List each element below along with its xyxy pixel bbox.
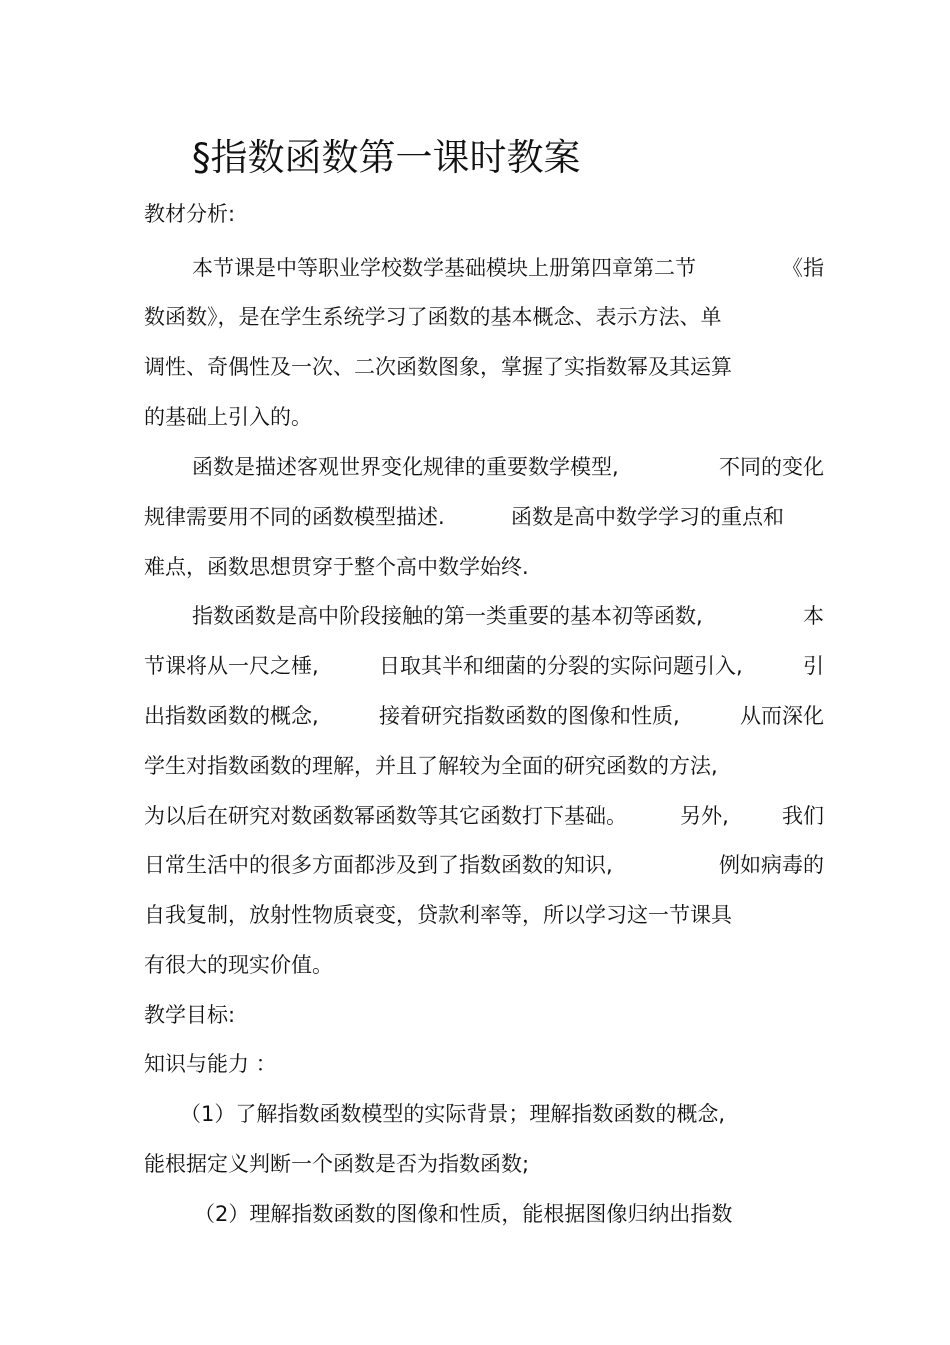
paragraph-1-line-3: 调性、奇偶性及一次、二次函数图象，掌握了实指数幂及其运算: [144, 355, 732, 379]
text-segment: 另外,: [680, 804, 729, 828]
subheading-knowledge-ability: 知识与能力 ：: [144, 1052, 277, 1076]
text-segment: 节课将从一尺之棰,: [144, 654, 319, 678]
text-segment: 指数函数是高中阶段接触的第一类重要的基本初等函数,: [192, 604, 703, 628]
text-segment: 我们: [782, 804, 824, 828]
text-segment: 从而深化: [740, 704, 824, 728]
text-segment: 例如病毒的: [719, 853, 824, 877]
text-segment: 《指: [782, 256, 824, 280]
text-segment: 本节课是中等职业学校数学基础模块上册第四章第二节: [192, 256, 696, 280]
text-segment: 日取其半和细菌的分裂的实际问题引入,: [379, 654, 743, 678]
text-segment: 日常生活中的很多方面都涉及到了指数函数的知识,: [144, 853, 613, 877]
paragraph-3-line-1: [192, 598, 824, 634]
text-segment: 为以后在研究对数函数幂函数等其它函数打下基础。: [144, 804, 627, 828]
paragraph-1-line-4: 的基础上引入的。: [144, 405, 312, 429]
paragraph-2-line-1: [192, 449, 824, 485]
text-segment: 函数是高中数学学习的重点和: [511, 505, 784, 529]
text-segment: 接着研究指数函数的图像和性质,: [379, 704, 680, 728]
text-segment: 本: [803, 604, 824, 628]
section-heading-teaching-goals: 教学目标:: [144, 1003, 236, 1027]
paragraph-2-line-2: [144, 499, 784, 535]
text-segment: 出指数函数的概念,: [144, 704, 319, 728]
goal-item-1-line-2: 能根据定义判断一个函数是否为指数函数;: [144, 1152, 530, 1176]
paragraph-3-line-8: 有很大的现实价值。: [144, 953, 333, 977]
paragraph-3-line-5: [144, 798, 824, 834]
document-title: §指数函数第一课时教案: [192, 136, 581, 179]
text-segment: 引: [803, 654, 824, 678]
text-segment: 规律需要用不同的函数模型描述.: [144, 505, 445, 529]
goal-item-1-line-1: （1）了解指数函数模型的实际背景；理解指数函数的概念,: [180, 1102, 726, 1126]
paragraph-3-line-2: [144, 648, 824, 684]
paragraph-1-line-2: 数函数》，是在学生系统学习了函数的基本概念、表示方法、单: [144, 305, 722, 329]
goal-item-2-line-1: （2）理解指数函数的图像和性质，能根据图像归纳出指数: [194, 1202, 733, 1226]
paragraph-3-line-3: [144, 698, 824, 734]
text-segment: 不同的变化: [719, 455, 824, 479]
paragraph-3-line-7: 自我复制，放射性物质衰变，贷款利率等，所以学习这一节课具: [144, 903, 732, 927]
paragraph-3-line-4: 学生对指数函数的理解，并且了解较为全面的研究函数的方法,: [144, 754, 718, 778]
text-segment: 函数是描述客观世界变化规律的重要数学模型,: [192, 455, 619, 479]
paragraph-3-line-6: [144, 847, 824, 883]
section-heading-material-analysis: 教材分析:: [144, 202, 236, 226]
paragraph-1-line-1: [192, 250, 824, 286]
paragraph-2-line-3: 难点，函数思想贯穿于整个高中数学始终.: [144, 555, 529, 579]
